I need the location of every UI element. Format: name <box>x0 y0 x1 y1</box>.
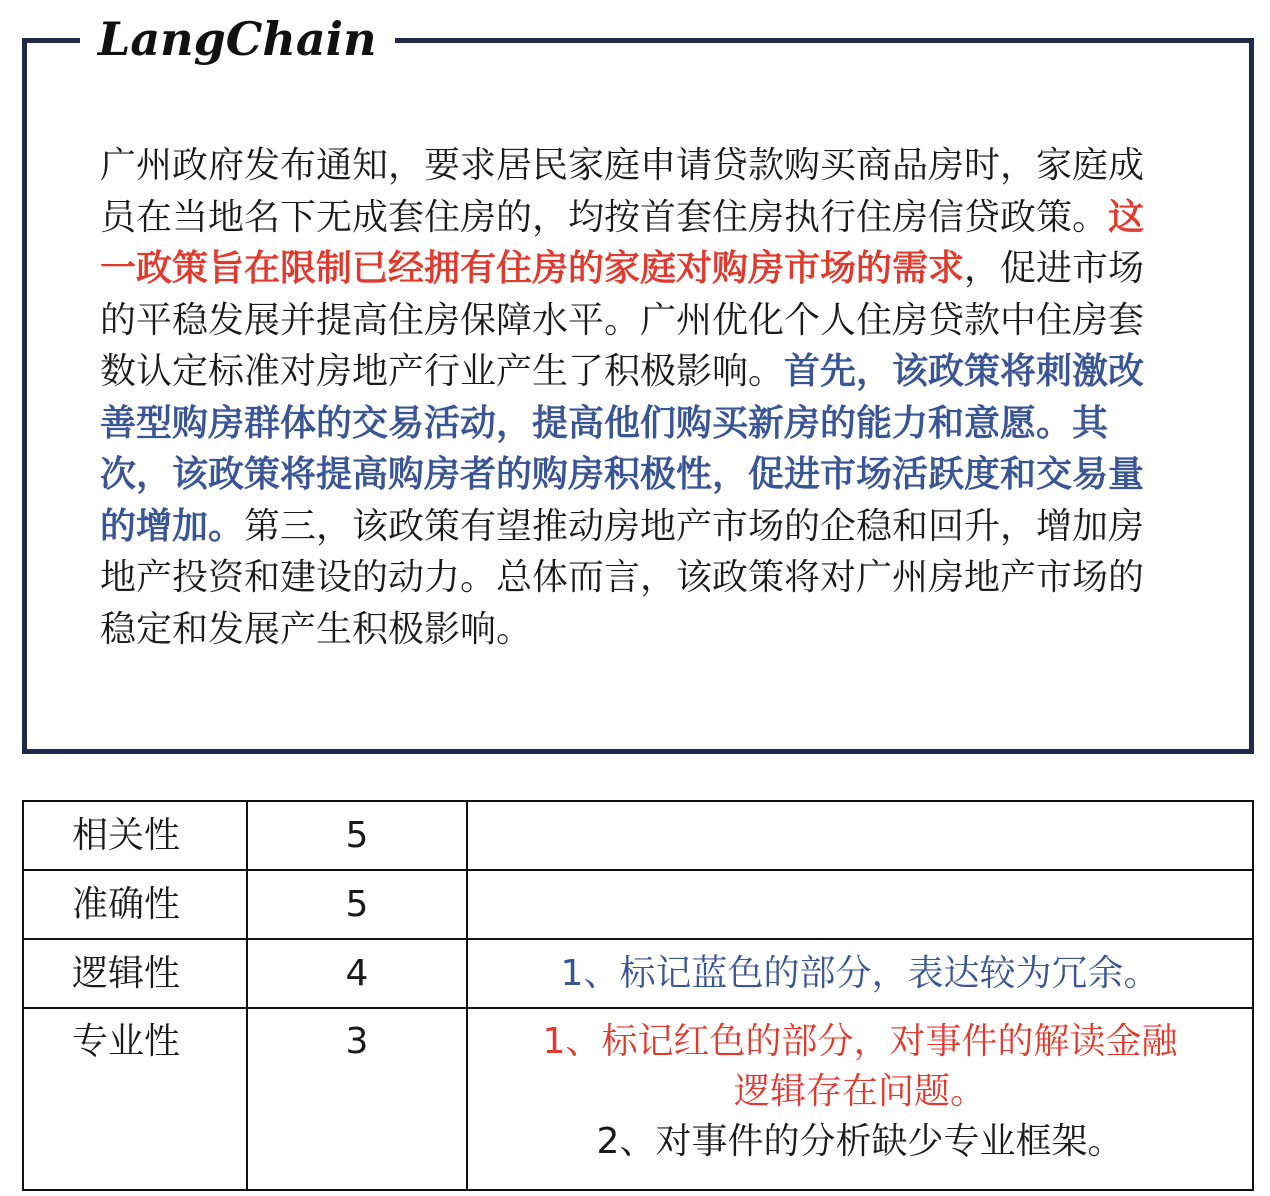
text-blue-highlight: 首先，该政策将刺激改善型购房群体的交易活动，提高他们购买新房的能力和意愿。其次，该政策将提高购房者的购房积极性，促进市场活跃度和交易量的增加。 <box>100 351 1145 547</box>
text-middle: ，促进市场的平稳发展并提高住房保障水平。广州优化个人住房贷款中住房套数认定标准对房地产行业产生了积极影响。 <box>100 248 1145 392</box>
note-red-line-2: 逻辑存在问题。 <box>733 1071 986 1112</box>
criterion-note <box>467 1008 1253 1190</box>
criterion-score: 4 <box>247 939 467 1008</box>
text-conclusion: 第三，该政策有望推动房地产市场的企稳和回升，增加房地产投资和建设的动力。总体而言，该政策将对广州房地产市场的稳定和发展产生积极影响。 <box>100 505 1145 650</box>
score-table <box>22 800 1254 1191</box>
table-row <box>23 1008 1253 1190</box>
criterion-note: 1、标记蓝色的部分，表达较为冗余。 <box>467 939 1253 1008</box>
criterion-note <box>467 801 1253 870</box>
brand-title: LangChain <box>80 12 395 66</box>
criterion-note <box>467 870 1253 939</box>
criterion-score: 5 <box>247 801 467 870</box>
table-row <box>23 801 1253 870</box>
table-row <box>23 870 1253 939</box>
criterion-score: 3 <box>247 1008 467 1190</box>
criterion-label: 逻辑性 <box>23 939 247 1008</box>
note-red-line-1: 1、标记红色的部分，对事件的解读金融 <box>542 1021 1178 1062</box>
criterion-score: 5 <box>247 870 467 939</box>
text-intro: 广州政府发布通知，要求居民家庭申请贷款购买商品房时，家庭成员在当地名下无成套住房的，均按首套住房执行住房信贷政策。 <box>100 145 1145 238</box>
criterion-label: 准确性 <box>23 870 247 939</box>
criterion-label: 相关性 <box>23 801 247 870</box>
table-row <box>23 939 1253 1008</box>
note-dark-line: 2、对事件的分析缺少专业框架。 <box>596 1121 1124 1162</box>
text-red-highlight: 这一政策旨在限制已经拥有住房的家庭对购房市场的需求 <box>100 196 1145 289</box>
answer-text <box>100 140 1170 655</box>
criterion-label: 专业性 <box>23 1008 247 1190</box>
